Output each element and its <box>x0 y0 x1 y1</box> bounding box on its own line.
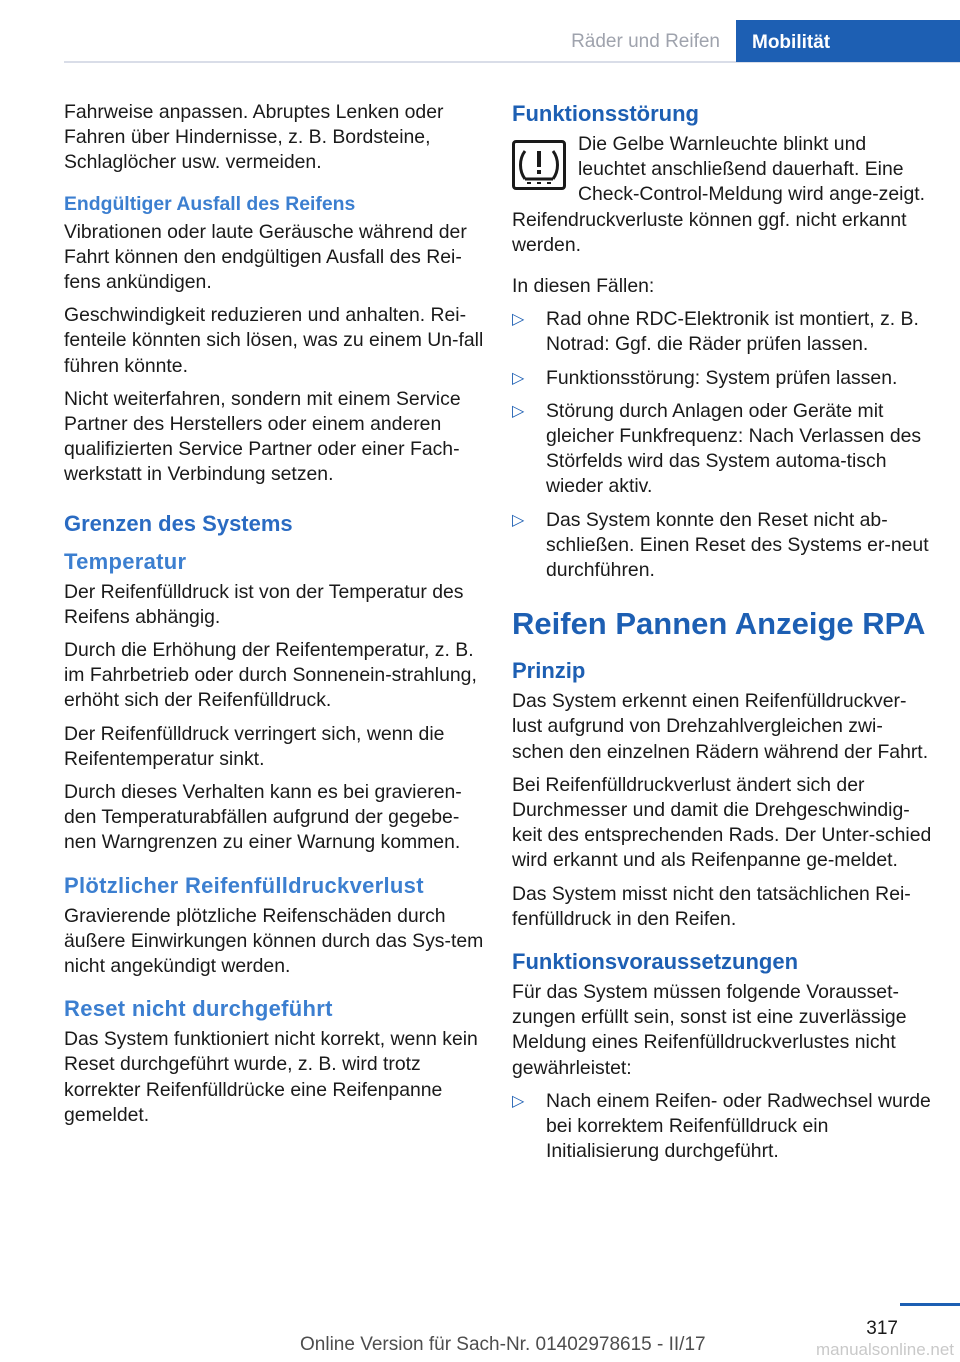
paragraph: Fahrweise anpassen. Abruptes Lenken oder Fahren über Hindernisse, z. B. Bordsteine, Schlaglöcher usw. vermeiden. <box>64 101 444 174</box>
paragraph: Das System erkennt einen Reifenfülldruckver‐lust aufgrund von Drehzahlvergleichen zwi‐schen den einzelnen Rädern während der Fahrt. <box>512 690 929 763</box>
left-column <box>64 100 484 1136</box>
tire-pressure-warning-icon <box>512 140 566 190</box>
page-number: 317 <box>866 1318 898 1339</box>
paragraph: Geschwindigkeit reduzieren und anhalten. Rei‐fenteile könnten sich lösen, was zu einem Un‐fall führen könnte. <box>64 304 484 377</box>
heading-temperatur: Temperatur <box>64 548 187 574</box>
bullet-list-faelle <box>512 307 932 583</box>
heading-prinzip: Prinzip <box>512 658 586 684</box>
heading-reifen-pannen-anzeige: Reifen Pannen Anzeige RPA <box>512 606 926 642</box>
paragraph: Vibrationen oder laute Geräusche während der Fahrt können den endgültigen Ausfall des Rei‐fens ankündigen. <box>64 220 467 294</box>
bullet-list-voraussetzungen <box>512 1089 932 1165</box>
bullet-triangle-icon: ▷ <box>512 511 525 529</box>
list-item: ▷ Rad ohne RDC-Elektronik ist montiert, z. B. Notrad: Ggf. die Räder prüfen lassen. <box>512 308 919 356</box>
paragraph: Bei Reifenfülldruckverlust ändert sich der Durchmesser und damit die Drehgeschwindig‐keit des entsprechenden Rads. Der Unter‐schied wird erkannt und als Reifenpanne ge‐meldet. <box>512 773 932 872</box>
right-column <box>512 100 932 1173</box>
heading-funktionsstoerung: Funktionsstörung <box>512 101 699 126</box>
list-item: ▷ Funktionsstörung: System prüfen lassen. <box>512 366 932 391</box>
heading-funktionsvoraussetzungen: Funktionsvoraussetzungen <box>512 949 799 975</box>
heading-grenzen-des-systems: Grenzen des Systems <box>64 510 293 536</box>
paragraph: Für das System müssen folgende Vorausset‐zungen erfüllt sein, sonst ist eine zuverlässige Meldung eines Reifenfülldruckverlustes nicht gewährleistet: <box>512 981 907 1079</box>
heading-endgueltiger-ausfall: Endgültiger Ausfall des Reifens <box>64 192 356 215</box>
watermark: manualsonline.net <box>816 1340 954 1359</box>
paragraph: Nicht weiterfahren, sondern mit einem Service Partner des Herstellers oder einem anderen qualifizierten Service Partner oder einer Fach‐werkstatt in Verbindung setzen. <box>64 387 461 486</box>
footer-rule <box>900 1303 960 1306</box>
warning-block <box>512 132 932 266</box>
bullet-triangle-icon: ▷ <box>512 369 525 387</box>
paragraph: Die Gelbe Warnleuchte blinkt und leuchtet anschließend dauerhaft. Eine Check-Control-Meldung wird ange‐zeigt. Reifendruckverluste können ggf. nicht erkannt werden. <box>512 133 926 256</box>
paragraph: Der Reifenfülldruck verringert sich, wenn die Reifentemperatur sinkt. <box>64 722 445 770</box>
bullet-triangle-icon: ▷ <box>512 311 525 329</box>
online-version-label: Online Version für Sach-Nr. 01402978615 - II/17 <box>300 1334 706 1355</box>
bullet-triangle-icon: ▷ <box>512 1092 525 1110</box>
paragraph: Durch die Erhöhung der Reifentemperatur, z. B. im Fahrbetrieb oder durch Sonnenein‐strahlung, erhöht sich der Reifenfülldruck. <box>64 639 477 712</box>
paragraph: Das System funktioniert nicht korrekt, wenn kein Reset durchgeführt wurde, z. B. wird trotz korrekter Reifenfülldrücke eine Reifenpanne gemeldet. <box>64 1028 478 1126</box>
paragraph: Der Reifenfülldruck ist von der Temperatur des Reifens abhängig. <box>64 580 464 628</box>
paragraph: Durch dieses Verhalten kann es bei gravieren‐den Temperaturabfällen aufgrund der gegebe‐nen Warngrenzen zu einer Warnung kommen. <box>64 781 462 854</box>
paragraph: In diesen Fällen: <box>512 275 655 298</box>
paragraph: Das System misst nicht den tatsächlichen Rei‐fenfülldruck in den Reifen. <box>512 882 911 930</box>
paragraph: Gravierende plötzliche Reifenschäden durch äußere Einwirkungen können durch das Sys‐tem nicht angekündigt werden. <box>64 904 484 978</box>
heading-reset-nicht-durchgefuehrt: Reset nicht durchgeführt <box>64 996 333 1022</box>
list-item: ▷ Das System konnte den Reset nicht ab‐schließen. Einen Reset des Systems er‐neut durchführen. <box>512 508 929 582</box>
header-section-label: Räder und Reifen <box>571 31 720 52</box>
list-item: ▷ Störung durch Anlagen oder Geräte mit gleicher Funkfrequenz: Nach Verlassen des Störfelds wird das System automa‐tisch wieder aktiv. <box>512 399 922 498</box>
header-chapter-tab: Mobilität <box>736 20 960 62</box>
list-item: ▷ Nach einem Reifen- oder Radwechsel wurde bei korrektem Reifenfülldruck ein Initialisierung durchgeführt. <box>512 1089 931 1163</box>
heading-ploetzlicher-verlust: Plötzlicher Reifenfülldruckverlust <box>64 872 424 898</box>
bullet-triangle-icon: ▷ <box>512 402 525 420</box>
